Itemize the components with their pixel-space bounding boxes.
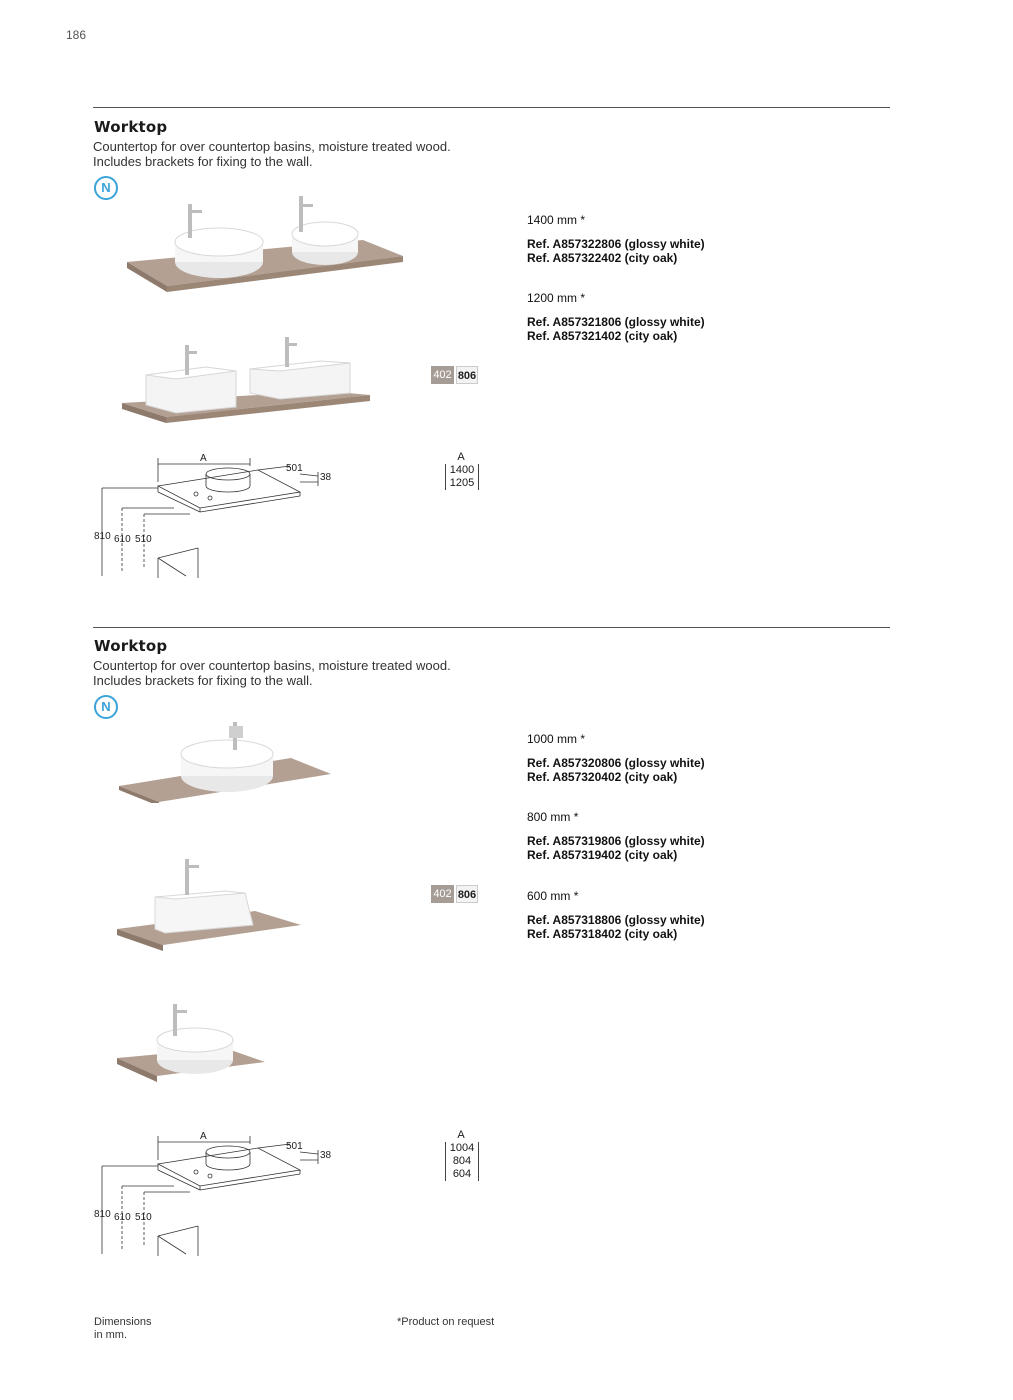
dim-table-value: 1400: [449, 464, 475, 476]
section-title: Worktop: [94, 118, 168, 136]
footer-product-note: *Product on request: [397, 1316, 495, 1328]
section-title: Worktop: [94, 637, 168, 655]
swatch-city-oak: 402: [431, 366, 454, 384]
variant-800: 800 mm * Ref. A857319806 (glossy white) Ref. A857319402 (city oak): [527, 810, 705, 862]
product-image-double-square-basins: [120, 335, 375, 425]
dim-table-header: A: [457, 451, 465, 463]
page-number: 186: [66, 28, 87, 42]
variant-1200: 1200 mm * Ref. A857321806 (glossy white) Ref. A857321402 (city oak): [527, 291, 705, 343]
dim-table-value: 604: [452, 1168, 472, 1180]
swatch-glossy-white: 806: [456, 885, 478, 903]
dim-h3-label: 510: [135, 1212, 152, 1223]
dim-table: [445, 1142, 479, 1181]
new-badge-icon: N: [94, 176, 118, 200]
dim-h2-label: 610: [114, 1212, 131, 1223]
dim-thickness-label: 38: [320, 1150, 332, 1161]
dim-a-label: A: [200, 453, 207, 464]
dim-depth-label: 501: [286, 463, 303, 474]
dim-h1-label: 810: [94, 531, 111, 542]
product-image-double-round-basins: [115, 192, 410, 292]
technical-drawing: [90, 448, 340, 583]
dim-table-value: 1004: [449, 1142, 475, 1154]
dim-table-value: 804: [452, 1155, 472, 1167]
dim-table: [445, 464, 479, 490]
dim-h3-label: 510: [135, 534, 152, 545]
technical-drawing: [90, 1126, 340, 1261]
dim-thickness-label: 38: [320, 472, 332, 483]
dim-depth-label: 501: [286, 1141, 303, 1152]
section-divider: [93, 107, 890, 108]
dim-table-value: 1205: [449, 477, 475, 489]
dim-table-header: A: [457, 1129, 465, 1141]
dim-a-label: A: [200, 1131, 207, 1142]
variant-1400: 1400 mm * Ref. A857322806 (glossy white) Ref. A857322402 (city oak): [527, 213, 705, 265]
new-badge-icon: N: [94, 695, 118, 719]
dim-h1-label: 810: [94, 1209, 111, 1220]
swatch-city-oak: 402: [431, 885, 454, 903]
variant-600: 600 mm * Ref. A857318806 (glossy white) Ref. A857318402 (city oak): [527, 889, 705, 941]
product-image-small-round-basin: [115, 1000, 270, 1085]
section-description: Countertop for over countertop basins, moisture treated wood. Includes brackets for fixing to the wall.: [93, 658, 451, 688]
section-description: Countertop for over countertop basins, moisture treated wood. Includes brackets for fixing to the wall.: [93, 139, 451, 169]
product-image-rectangular-basin: [115, 855, 305, 955]
swatch-glossy-white: 806: [456, 366, 478, 384]
variant-1000: 1000 mm * Ref. A857320806 (glossy white) Ref. A857320402 (city oak): [527, 732, 705, 784]
footer-dimensions-note: Dimensions in mm.: [94, 1316, 152, 1341]
section-divider: [93, 627, 890, 628]
product-image-large-round-basin: [115, 718, 335, 803]
dim-h2-label: 610: [114, 534, 131, 545]
